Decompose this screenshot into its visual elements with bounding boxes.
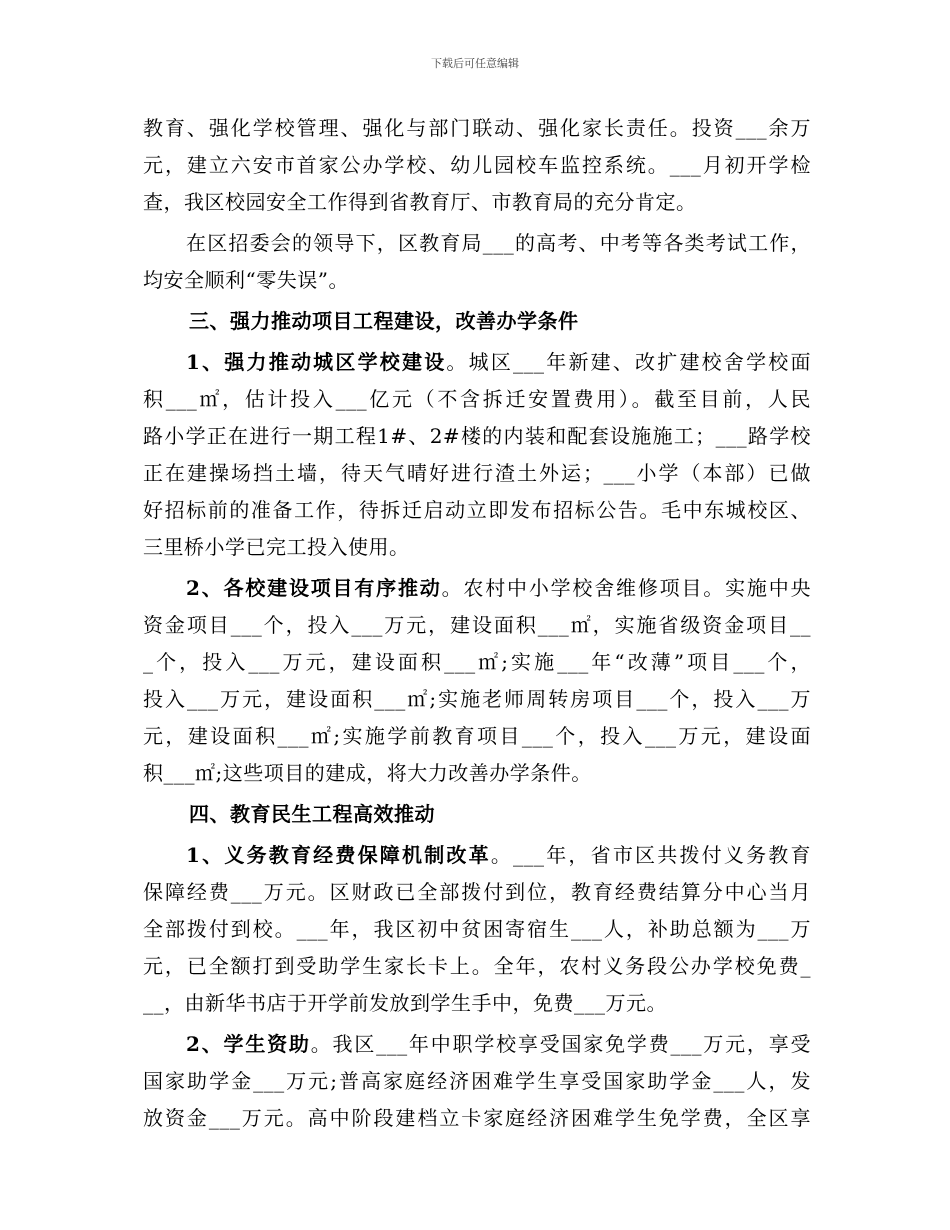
text-line: 2、各校建设项目有序推动。农村中小学校舍维修项目。实施中央	[186, 576, 811, 600]
subheading: 1、强力推动城区学校建设	[186, 350, 447, 374]
text-line: 积___㎡;这些项目的建成，将大力改善办学条件。	[143, 761, 592, 785]
text-line: 在区招委会的领导下，区教育局___的高考、中考等各类考试工作，	[186, 231, 811, 255]
text-line: 教育、强化学校管理、强化与部门联动、强化家长责任。投资___余万	[143, 116, 811, 140]
document-body	[143, 110, 811, 1137]
section-heading: 四、教育民生工程高效推动	[189, 802, 435, 826]
subheading: 1、义务教育经费保障机制改革	[186, 843, 491, 867]
text-line: 保障经费___万元。区财政已全部拨付到位，教育经费结算分中心当月	[143, 880, 811, 904]
text-line: 正在建操场挡土墙，待天气晴好进行渣土外运；___小学（本部）已做	[143, 461, 811, 485]
text-line: 元，建立六安市首家公办学校、幼儿园校车监控系统。___月初开学检	[143, 153, 811, 177]
text-line: __，由新华书店于开学前发放到学生手中，免费___万元。	[143, 991, 667, 1015]
subheading: 2、学生资助	[186, 1032, 311, 1056]
section-heading: 三、强力推动项目工程建设，改善办学条件	[189, 309, 579, 333]
text-line: 积___㎡，估计投入___亿元（不含拆迁安置费用）。截至目前，人民	[143, 387, 811, 411]
text-line: _个，投入___万元，建设面积___㎡;实施___年“改薄”项目___个，	[143, 650, 811, 674]
text-line: 三里桥小学已完工投入使用。	[143, 535, 410, 559]
page-header: 下载后可任意编辑	[431, 57, 519, 70]
text-line: 元，建设面积___㎡;实施学前教育项目___个，投入___万元，建设面	[143, 724, 811, 748]
text-line: 查，我区校园安全工作得到省教育厅、市教育局的充分肯定。	[143, 190, 697, 214]
text-line: 放资金___万元。高中阶段建档立卡家庭经济困难学生免学费，全区享	[143, 1106, 811, 1130]
text-line: 均安全顺利“零失误”。	[143, 268, 349, 292]
text-line: 路小学正在进行一期工程1#、2#楼的内装和配套设施施工；___路学校	[143, 424, 811, 448]
text-line: 全部拨付到校。___年，我区初中贫困寄宿生___人，补助总额为___万	[143, 917, 811, 941]
text-line: 国家助学金___万元;普高家庭经济困难学生享受国家助学金___人，发	[143, 1069, 811, 1093]
text-line: 好招标前的准备工作，待拆迁启动立即发布招标公告。毛中东城校区、	[143, 498, 811, 522]
text-line: 资金项目___个，投入___万元，建设面积___㎡，实施省级资金项目__	[143, 613, 811, 637]
subheading: 2、各校建设项目有序推动	[186, 576, 442, 600]
text-line: 投入___万元，建设面积___㎡;实施老师周转房项目___个，投入___万	[143, 687, 811, 711]
text-line: 1、强力推动城区学校建设。城区___年新建、改扩建校舍学校面	[186, 350, 811, 374]
text-line: 2、学生资助。我区___年中职学校享受国家免学费___万元，享受	[186, 1032, 811, 1056]
text-line: 元，已全额打到受助学生家长卡上。全年，农村义务段公办学校免费_	[143, 954, 811, 978]
text-line: 1、义务教育经费保障机制改革。___年，省市区共拨付义务教育	[186, 843, 811, 867]
